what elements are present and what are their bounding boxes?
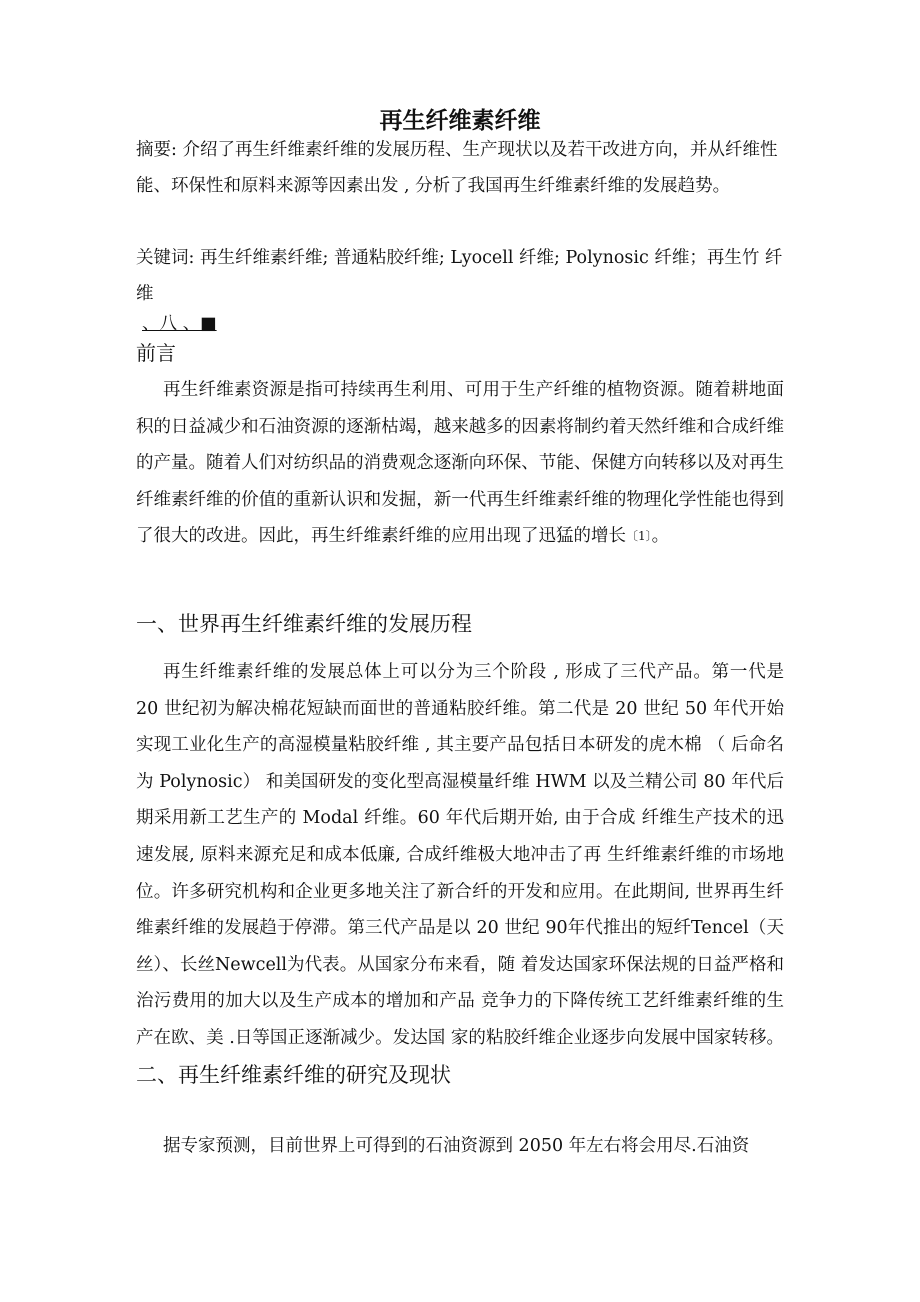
section2-heading: 二、再生纤维素纤维的研究及现状 — [136, 1062, 451, 1087]
section1-paragraph — [136, 654, 784, 1095]
keywords: 关键词: 再生纤维素纤维; 普通粘胶纤维; Lyocell 纤维; Polynosic 纤维；再生竹 纤维 — [136, 248, 783, 304]
section1-heading: 一、世界再生纤维素纤维的发展历程 — [136, 612, 472, 636]
abstract: 摘要: 介绍了再生纤维素纤维的发展历程、生产现状以及若干改进方向，并从纤维性能、环保性和原料来源等因素出发 , 分析了我国再生纤维素纤维的发展趋势。 — [136, 140, 778, 196]
section2-paragraph: 据专家预测，目前世界上可得到的石油资源到 2050 年左右将会用尽.石油资 — [163, 1136, 750, 1156]
citation-ref: 〔1〕 — [626, 529, 652, 544]
foreword-heading: 前言 — [136, 341, 176, 365]
garbled-marker: 、八 、■ — [142, 314, 217, 334]
section1-text: 再生纤维素纤维的发展总体上可以分为三个阶段 , 形成了三代产品。第一代是 20 世纪初为解决棉花短缺而面世的普通粘胶纤维。第二代是 20 世纪 50 年代开始实现工业化生产的高湿模量粘胶纤维 , 其主要产品包括日本研发的虎木棉 （ 后命名为 Polynosic） 和美国研发的变化型高湿模量纤维 HWM 以及兰精公司 80 年代后期采用新工艺生产的 Modal 纤维。60 年代后期开始, 由于合成 纤维生产技术的迅速发展, 原料来源充足和成本低廉, 合成纤维极大地冲击了再 生纤维素纤维的市场地位。许多研究机构和企业更多地关注了新合纤的开发和应用。在此期间, 世界再生纤维素纤维的发展趋于停滞。第三代产品是以 20 世纪 90年代推出的短纤Tencel（天丝）、长丝Newcell为代表。从国家分布来看，随 着发达国家环保法规的日益严格和治污费用的加大以及生产成本的增加和产品 竞争力的下降传统工艺纤维素纤维的生产在欧、美 .日等国正逐渐减少。发达国 家的粘胶纤维企业逐步向发展中国家转移。 — [136, 662, 784, 1048]
foreword-paragraph — [136, 372, 784, 555]
foreword-text: 再生纤维素资源是指可持续再生利用、可用于生产纤维的植物资源。随着耕地面积的日益减少和石油资源的逐渐枯竭，越来越多的因素将制约着天然纤维和合成纤维的产量。随着人们对纺织品的消费观念逐渐向环保、节能、保健方向转移以及对再生纤维素纤维的价值的重新认识和发掘，新一代再生纤维素纤维的物理化学性能也得到了很大的改进。因此，再生纤维素纤维的应用出现了迅猛的增长 — [136, 380, 784, 547]
document-title: 再生纤维素纤维 — [379, 107, 541, 135]
foreword-end: 。 — [651, 526, 670, 547]
